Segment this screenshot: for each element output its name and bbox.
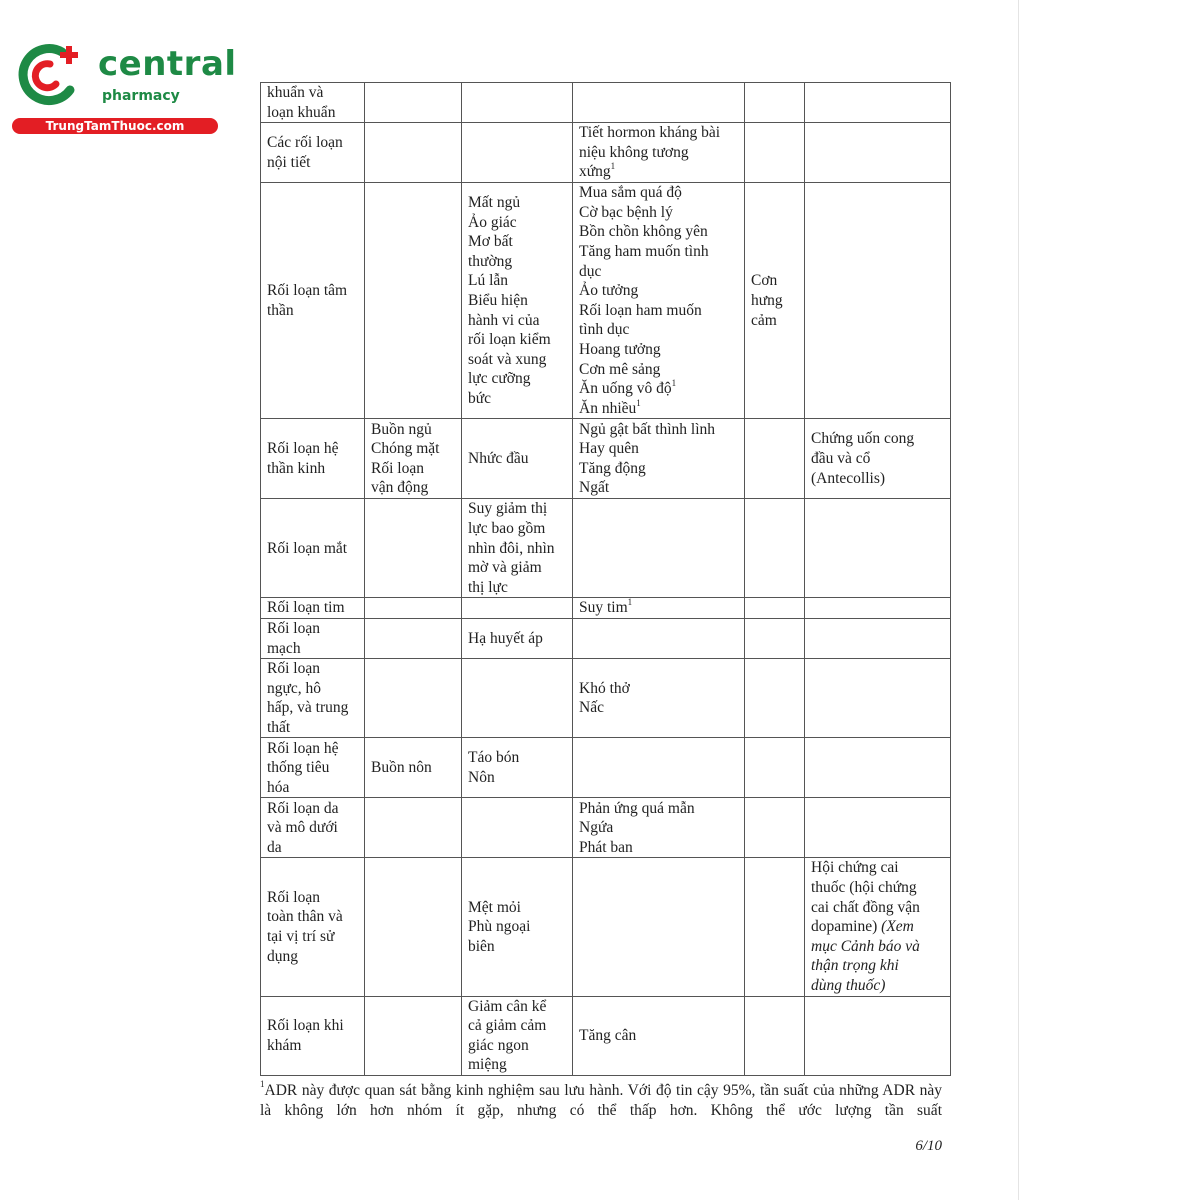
table-row: [261, 798, 951, 858]
footnote: [260, 1078, 942, 1121]
table-cell: [462, 83, 573, 123]
table-cell: [745, 858, 805, 996]
logo-brand-text: central: [98, 44, 237, 84]
table-cell: [573, 499, 745, 598]
table-cell: [573, 83, 745, 123]
table-cell: [573, 598, 745, 619]
table-cell: [745, 419, 805, 499]
table-cell: [805, 996, 951, 1075]
table-cell: Mất ngủ Ảo giác Mơ bất thường Lú lẫn Biểu hiện hành vi của rối loạn kiểm soát và xung lực cưỡng bức: [462, 183, 573, 419]
table-row: [261, 738, 951, 798]
cell-line: Ăn nhiều: [579, 399, 637, 417]
table-cell: [462, 659, 573, 738]
organ-cell: Rối loạn toàn thân và tại vị trí sử dụng: [261, 858, 365, 996]
table-cell: [365, 83, 462, 123]
table-row: [261, 996, 951, 1075]
page-edge: [1018, 0, 1019, 1200]
central-pharmacy-logo: [10, 38, 237, 138]
table-cell: [745, 738, 805, 798]
table-cell: [805, 499, 951, 598]
table-cell: [365, 123, 462, 183]
footnote-mark: 1: [627, 597, 633, 608]
table-cell: [745, 123, 805, 183]
table-cell: [365, 618, 462, 658]
table-cell: [365, 598, 462, 619]
table-cell: [805, 618, 951, 658]
table-cell: [462, 598, 573, 619]
cell-line: Cờ bạc bệnh lý: [579, 203, 673, 221]
table-cell: [745, 499, 805, 598]
table-cell: Hạ huyết áp: [462, 618, 573, 658]
cell-line-with-mark: [579, 379, 738, 399]
cell-line: Tăng ham muốn tình: [579, 242, 709, 260]
table-cell: Ngủ gật bất thình lình Hay quên Tăng động Ngất: [573, 419, 745, 499]
footnote-text: ADR này được quan sát bằng kinh nghiệm sau lưu hành. Với độ tin cậy 95%, tần suất của những ADR này là không lớn hơn nhóm ít gặp, nhưng có thể thấp hơn. Không thể ước lượng tần suất: [260, 1082, 942, 1119]
table-cell: Khó thở Nấc: [573, 659, 745, 738]
footnote-mark: 1: [610, 161, 616, 172]
table-cell: [462, 798, 573, 858]
table-cell: Nhức đầu: [462, 419, 573, 499]
cell-line: Ảo tưởng: [579, 282, 639, 300]
table-cell: [745, 598, 805, 619]
table-cell: [573, 858, 745, 996]
logo-sub-text: pharmacy: [102, 88, 180, 104]
logo-site-banner: TrungTamThuoc.com: [12, 118, 218, 134]
organ-cell: Rối loạn hệ thần kinh: [261, 419, 365, 499]
cell-line: Hoang tưởng: [579, 340, 661, 358]
table-cell: [805, 798, 951, 858]
cell-line: Rối loạn ham muốn: [579, 301, 702, 319]
cell-line: Mua sắm quá độ: [579, 184, 682, 202]
table-cell: Suy giảm thị lực bao gồm nhìn đôi, nhìn mờ và giảm thị lực: [462, 499, 573, 598]
table-cell: [365, 996, 462, 1075]
table-cell: [573, 123, 745, 183]
table-cell: [365, 183, 462, 419]
table-cell: [805, 123, 951, 183]
table-row: [261, 183, 951, 419]
table-row: [261, 123, 951, 183]
organ-cell: Rối loạn mạch: [261, 618, 365, 658]
organ-cell: Rối loạn khi khám: [261, 996, 365, 1075]
table-cell: [805, 598, 951, 619]
table-cell: [365, 858, 462, 996]
cell-text: Suy tim: [579, 599, 628, 617]
table-cell: Buồn ngủ Chóng mặt Rối loạn vận động: [365, 419, 462, 499]
table-row: [261, 598, 951, 619]
table-row: [261, 499, 951, 598]
organ-cell: khuẩn và loạn khuẩn: [261, 83, 365, 123]
table-cell: [805, 738, 951, 798]
organ-cell: Rối loạn mắt: [261, 499, 365, 598]
cell-line: Ăn uống vô độ: [579, 380, 672, 398]
table-cell: Buồn nôn: [365, 738, 462, 798]
table-cell: [745, 659, 805, 738]
table-cell: [745, 618, 805, 658]
table-cell: Giảm cân kể cả giảm cảm giác ngon miệng: [462, 996, 573, 1075]
cell-line: dục: [579, 262, 602, 280]
cell-line: Cơn mê sảng: [579, 360, 661, 378]
footnote-mark: 1: [636, 397, 641, 408]
table-cell: Cơn hưng cảm: [745, 183, 805, 419]
organ-cell: Rối loạn ngực, hô hấp, và trung thất: [261, 659, 365, 738]
table-cell: [745, 996, 805, 1075]
cell-text-italic: (Xem mục Cảnh báo và thận trọng khi dùng thuốc): [811, 918, 920, 995]
table-cell: [365, 798, 462, 858]
cell-text: Tiết hormon kháng bài niệu không tương xứng: [579, 124, 721, 181]
table-cell: [805, 83, 951, 123]
table-cell: [573, 183, 745, 419]
table-cell: Tăng cân: [573, 996, 745, 1075]
cell-line: Bồn chồn không yên: [579, 223, 708, 241]
footnote-mark: 1: [671, 377, 677, 388]
table-cell: Phản ứng quá mẫn Ngứa Phát ban: [573, 798, 745, 858]
table-cell: [573, 738, 745, 798]
logo-mark-icon: [10, 38, 90, 108]
table-cell: Táo bón Nôn: [462, 738, 573, 798]
table-cell: [365, 659, 462, 738]
organ-cell: Các rối loạn nội tiết: [261, 123, 365, 183]
organ-cell: Rối loạn tâm thần: [261, 183, 365, 419]
cell-text: Hội chứng cai thuốc (hội chứng cai chất đồng vận dopamine): [811, 859, 920, 936]
organ-cell: Rối loạn hệ thống tiêu hóa: [261, 738, 365, 798]
cell-line: tình dục: [579, 321, 630, 339]
table-cell: [745, 798, 805, 858]
table-cell: [462, 123, 573, 183]
organ-cell: Rối loạn tim: [261, 598, 365, 619]
page-number: 6/10: [915, 1138, 942, 1154]
table-cell: [805, 659, 951, 738]
table-cell: [805, 183, 951, 419]
table-cell: Chứng uốn cong đầu và cổ (Antecollis): [805, 419, 951, 499]
table-cell: [365, 499, 462, 598]
table-row: [261, 83, 951, 123]
table-row: [261, 618, 951, 658]
table-row: [261, 858, 951, 996]
table-row: [261, 419, 951, 499]
organ-cell: Rối loạn da và mô dưới da: [261, 798, 365, 858]
table-cell: Mệt mỏi Phù ngoại biên: [462, 858, 573, 996]
table-cell: [745, 83, 805, 123]
adr-table: [260, 82, 951, 1076]
table-cell: [805, 858, 951, 996]
footnote-mark: 1: [260, 1078, 265, 1089]
table-row: [261, 659, 951, 738]
cell-line-with-mark: [579, 399, 738, 419]
table-cell: [573, 618, 745, 658]
